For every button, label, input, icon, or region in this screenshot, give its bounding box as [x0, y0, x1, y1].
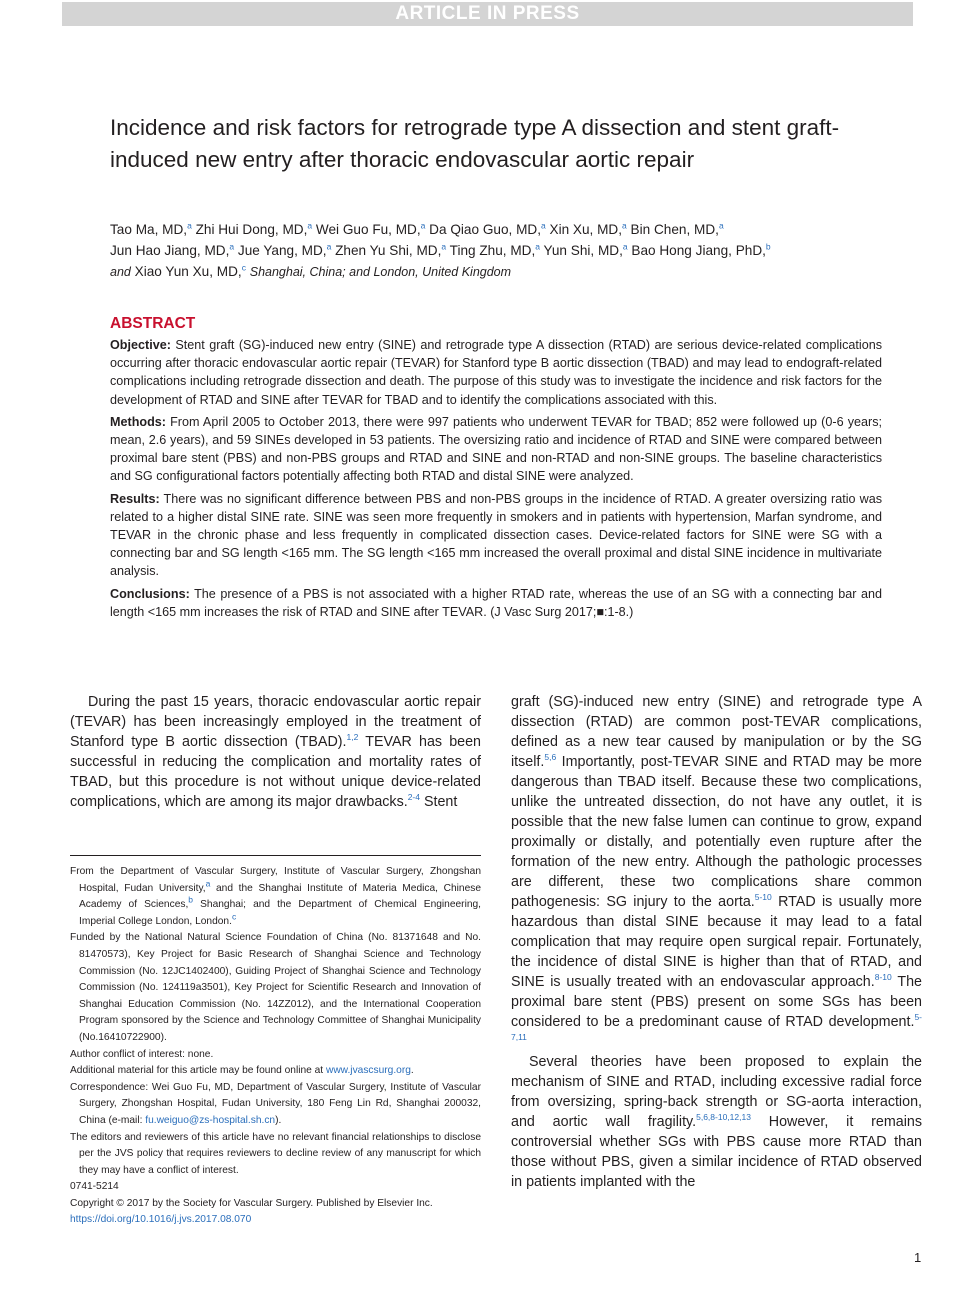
- author: Bao Hong Jiang, PhD,$^b$: [631, 241, 771, 258]
- author: Jun Hao Jiang, MD,$^a$: [110, 241, 235, 258]
- citation-link[interactable]: 2-4: [407, 792, 420, 803]
- abstract: [110, 314, 882, 625]
- author: Bin Chen, MD,$^a$: [630, 220, 724, 237]
- authors-and: and: [110, 265, 131, 279]
- intro-paragraph-continued: graft (SG)-induced new entry (SINE) and retrograde type A dissection (RTAD) are common post-TEVAR complications, defined as a new tear caused by manipulation or by the SG itself.$^{5,6}$ Importantly, post-TEVAR SINE and RTAD may be more dangerous than TBAD itself. Because these two complications, unlike the untreated dissection, do not have any outlet, it is possible that the new false lumen can continue to grow, expand proximally or distally, and potentially even rupture after the formation of the new entry. Although the pathologic processes are different, these two complications share common pathogenesis: SG injury to the aorta.$^{5-10}$ RTAD is usually more hazardous than distal SINE because it may lead to a fatal complication that may require open surgical repair. Fortunately, the incidence of distal SINE is higher than that of RTAD, and SINE is usually treated with an endovascular approach.$^{8-10}$ The proximal bare stent (PBS) present on some SGs has been considered to be a predominant cause of RTAD development.$^{5-7,11}$: [511, 694, 922, 1043]
- author: Jue Yang, MD,$^a$: [237, 241, 332, 258]
- article-title: Incidence and risk factors for retrograde type A dissection and stent graft-induced new entry after thoracic endovascular aortic repair: [110, 115, 840, 172]
- author: Zhen Yu Shi, MD,$^a$: [335, 241, 447, 258]
- correspondence-email-link[interactable]: fu.weiguo@zs-hospital.sh.cn: [145, 1114, 276, 1126]
- author: Xin Xu, MD,$^a$: [549, 220, 627, 237]
- author-list: [110, 219, 900, 283]
- footnote-funding: Funded by the National Natural Science Foundation of China (No. 81371648 and No. 81470573), Key Project for Basic Research of Shanghai Science and Technology Commission (No. 12JC1402400), Guiding Project of Shanghai Science and Technology Commission (No. 124119a3501), Key Project for Scientific Research and Innovation of Shanghai Education Commission (No. 14ZZ012), and the International Cooperation Program sponsored by the Science and Technology Committee of Shanghai Municipality (No.16410722900).: [70, 932, 481, 1043]
- author: Xiao Yun Xu, MD,$^c$: [134, 262, 246, 279]
- footnote-affiliations: From the Department of Vascular Surgery, Institute of Vascular Surgery, Zhongshan Hospital, Fudan University,$^a$ and the Shanghai Institute of Materia Medica, Chinese Academy of Sciences,$^b$ Shanghai; and the Department of Chemical Engineering, Imperial College London, London.$^c$: [70, 866, 482, 927]
- abstract-methods: Methods: From April 2005 to October 2013, there were 997 patients who underwent TEVAR for TBAD; 852 were followed up (0-6 years; mean, 2.6 years), and 59 SINEs developed in 53 patients. The oversizing ratio and incidence of RTAD and SINE were compared between proximal bare stent (PBS) and non-PBS groups and RTAD and SINE and non-RTAD and non-SINE groups. The baseline characteristics and SG configurational factors potentially affecting both RTAD and distal SINE were analyzed.: [110, 414, 883, 484]
- body-column-right: [511, 692, 922, 1192]
- page-number: 1: [914, 1250, 922, 1265]
- citation-link[interactable]: 5-10: [754, 892, 772, 903]
- mechanism-paragraph: Several theories have been proposed to explain the mechanism of SINE and RTAD, including excessive radial force from oversizing, spring-back strength or SG-aorta interaction, and aortic wall fragility.$^{5,6,8-10,12,13}$ However, it remains controversial whether SGs with PBS cause more RTAD than those without PBS, given a similar incidence of RTAD observed in patients implanted with the: [511, 1054, 922, 1190]
- author: Zhi Hui Dong, MD,$^a$: [195, 220, 313, 237]
- affiliation-line: Shanghai, China; and London, United Kingdom: [249, 265, 512, 279]
- footnote-divider: [70, 855, 481, 856]
- citation-link[interactable]: 8-10: [874, 972, 892, 983]
- author: Ting Zhu, MD,$^a$: [449, 241, 541, 258]
- author: Da Qiao Guo, MD,$^a$: [429, 220, 546, 237]
- citation-link[interactable]: 5-7,11: [511, 1012, 922, 1043]
- author: Yun Shi, MD,$^a$: [543, 241, 628, 258]
- doi-line: [70, 1212, 481, 1229]
- intro-paragraph: During the past 15 years, thoracic endovascular aortic repair (TEVAR) has been increasingly employed in the treatment of Stanford type B aortic dissection (TBAD).$^{1,2}$ TEVAR has been successful in reducing the complication and mortality rates of TBAD, but this procedure is not without unique device-related complications, which are among its major drawbacks.$^{2-4}$ Stent: [70, 694, 481, 810]
- abstract-objective: Objective: Stent graft (SG)-induced new entry (SINE) and retrograde type A dissection (RTAD) are serious device-related complications occurring after thoracic endovascular aortic repair (TEVAR) for Stanford type B aortic dissection (TBAD) and may lead to endograft-related complications including retrograde dissection and death. The purpose of this study was to investigate the incidence and risk factors for the development of RTAD and SINE after TEVAR for TBAD and to identify the complications associated with this.: [110, 338, 882, 407]
- abstract-results: Results: There was no significant difference between PBS and non-PBS groups in the incidence of RTAD. A greater oversizing ratio was related to a higher distal SINE rate. SINE was seen more frequently in smokers and in patients with hypertension, Marfan syndrome, and TEVAR in the chronic phase and less frequently in complicated dissection cases. Device-related factors for SINE were SG with a connecting bar and SG length <165 mm. The SG length <165 mm increased the overall proximal and distal SINE incidence in multivariate analysis.: [110, 491, 882, 579]
- footnote-conflict: Author conflict of interest: none.: [70, 1048, 214, 1060]
- abstract-conclusions: Conclusions: The presence of a PBS is not associated with a higher RTAD rate, whereas the use of an SG with a connecting bar and length <165 mm increases the risk of RTAD and SINE after TEVAR. (J Vasc Surg 2017;■:1-8.): [110, 586, 882, 619]
- author: Wei Guo Fu, MD,$^a$: [315, 220, 426, 237]
- citation-link[interactable]: 1,2: [346, 732, 359, 743]
- footnote-additional: Additional material for this article may be found online at www.jvascsurg.org.: [70, 1065, 414, 1077]
- copyright: Copyright © 2017 by the Society for Vascular Surgery. Published by Elsevier Inc.: [70, 1197, 433, 1209]
- footnotes: [70, 864, 481, 1229]
- citation-link[interactable]: 5,6: [544, 752, 557, 763]
- body-column-left: [70, 692, 481, 812]
- abstract-heading: ABSTRACT: [110, 315, 196, 332]
- author: Tao Ma, MD,$^a$: [110, 220, 192, 237]
- footnote-correspondence: Correspondence: Wei Guo Fu, MD, Department of Vascular Surgery, Institute of Vascular Surgery, Zhongshan Hospital, Fudan University, 180 Feng Lin Rd, Shanghai 200032, China (e-mail: fu.weiguo@zs-hospital.sh.cn).: [70, 1081, 481, 1126]
- doi-link[interactable]: https://doi.org/10.1016/j.jvs.2017.08.070: [70, 1214, 252, 1226]
- citation-link[interactable]: 5,6,8-10,12,13: [696, 1112, 751, 1123]
- issn: 0741-5214: [70, 1181, 119, 1193]
- journal-website-link[interactable]: www.jvascsurg.org: [325, 1065, 411, 1077]
- footnote-editors: The editors and reviewers of this article have no relevant financial relationships to disclose per the JVS policy that requires reviewers to decline review of any manuscript for which they may have a conflict of interest.: [70, 1131, 481, 1176]
- article-in-press-banner: ARTICLE IN PRESS: [62, 2, 913, 26]
